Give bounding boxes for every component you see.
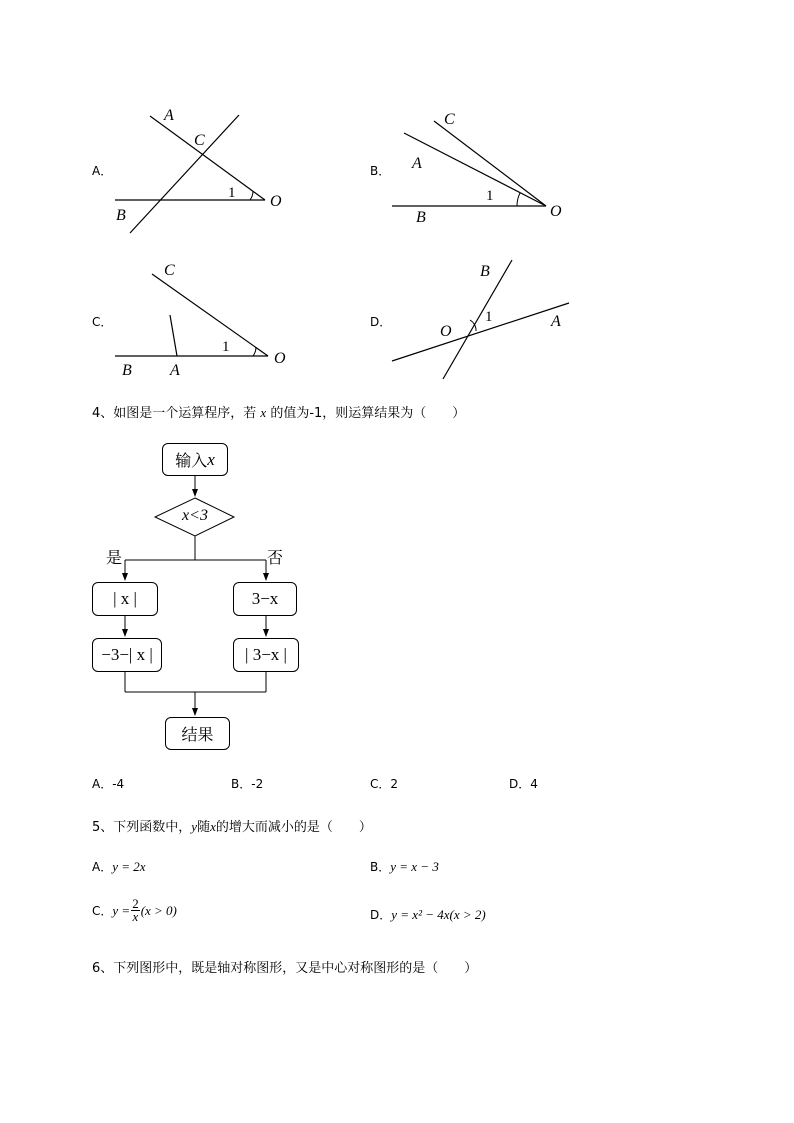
point-o-label: O [440, 323, 452, 340]
q4-option-b[interactable]: B．-2 [231, 777, 264, 791]
point-b-label: B [116, 207, 126, 224]
option-b-label[interactable]: B． [370, 164, 391, 178]
question-5-text: 5、下列函数中，y随x的增大而减小的是（ ） [92, 819, 372, 835]
q5-option-a[interactable]: A．y = 2x [92, 859, 146, 874]
flow-abs-x-box: | x | [92, 582, 158, 616]
angle-1-label: 1 [228, 185, 236, 201]
angle-1-label: 1 [485, 309, 493, 325]
q4-option-a[interactable]: A．-4 [92, 777, 125, 791]
option-a-label[interactable]: A． [92, 164, 113, 178]
flow-abs-3-minus-x-box: | 3−x | [233, 638, 299, 672]
option-d-label[interactable]: D． [370, 315, 392, 329]
question-6-text: 6、下列图形中，既是轴对称图形，又是中心对称图形的是（ ） [92, 961, 478, 976]
q5-option-c[interactable]: C． y = $\frac{2}{x}$ (x > 0) [92, 896, 177, 924]
angle-1-label: 1 [486, 188, 494, 204]
point-o-label: O [270, 193, 282, 210]
var-x: x [260, 405, 267, 420]
point-a-label: A [551, 313, 561, 330]
flow-input-box: 输入 x [162, 443, 228, 476]
q4-option-d[interactable]: D．4 [509, 777, 538, 791]
q5-option-d[interactable]: D．y = x² − 4x(x > 2) [370, 907, 486, 922]
flow-no-label: 否 [267, 548, 284, 567]
q4-option-c[interactable]: C．2 [370, 777, 399, 791]
option-c-label[interactable]: C． [92, 315, 113, 329]
point-o-label: O [550, 203, 562, 220]
fraction-2-over-x: $\frac{2}{x}$ [132, 896, 139, 924]
point-a-label: A [170, 362, 180, 379]
point-a-label: A [412, 155, 422, 172]
point-o-label: O [274, 350, 286, 367]
angle-1-label: 1 [222, 339, 230, 355]
point-b-label: B [480, 263, 490, 280]
question-4-text: 4、如图是一个运算程序，若 x 的值为-1，则运算结果为（ ） [92, 405, 466, 421]
flow-neg3-minus-abs-box: −3−| x | [92, 638, 162, 672]
point-b-label: B [416, 209, 426, 226]
point-c-label: C [164, 262, 175, 279]
q5-option-b[interactable]: B．y = x − 3 [370, 859, 439, 874]
point-a-label: A [164, 107, 174, 124]
flow-condition-text: x<3 [182, 507, 208, 524]
point-c-label: C [444, 111, 455, 128]
point-b-label: B [122, 362, 132, 379]
flow-3-minus-x-box: 3−x [233, 582, 297, 616]
flow-result-box: 结果 [165, 717, 230, 750]
flow-yes-label: 是 [106, 548, 123, 567]
point-c-label: C [194, 132, 205, 149]
